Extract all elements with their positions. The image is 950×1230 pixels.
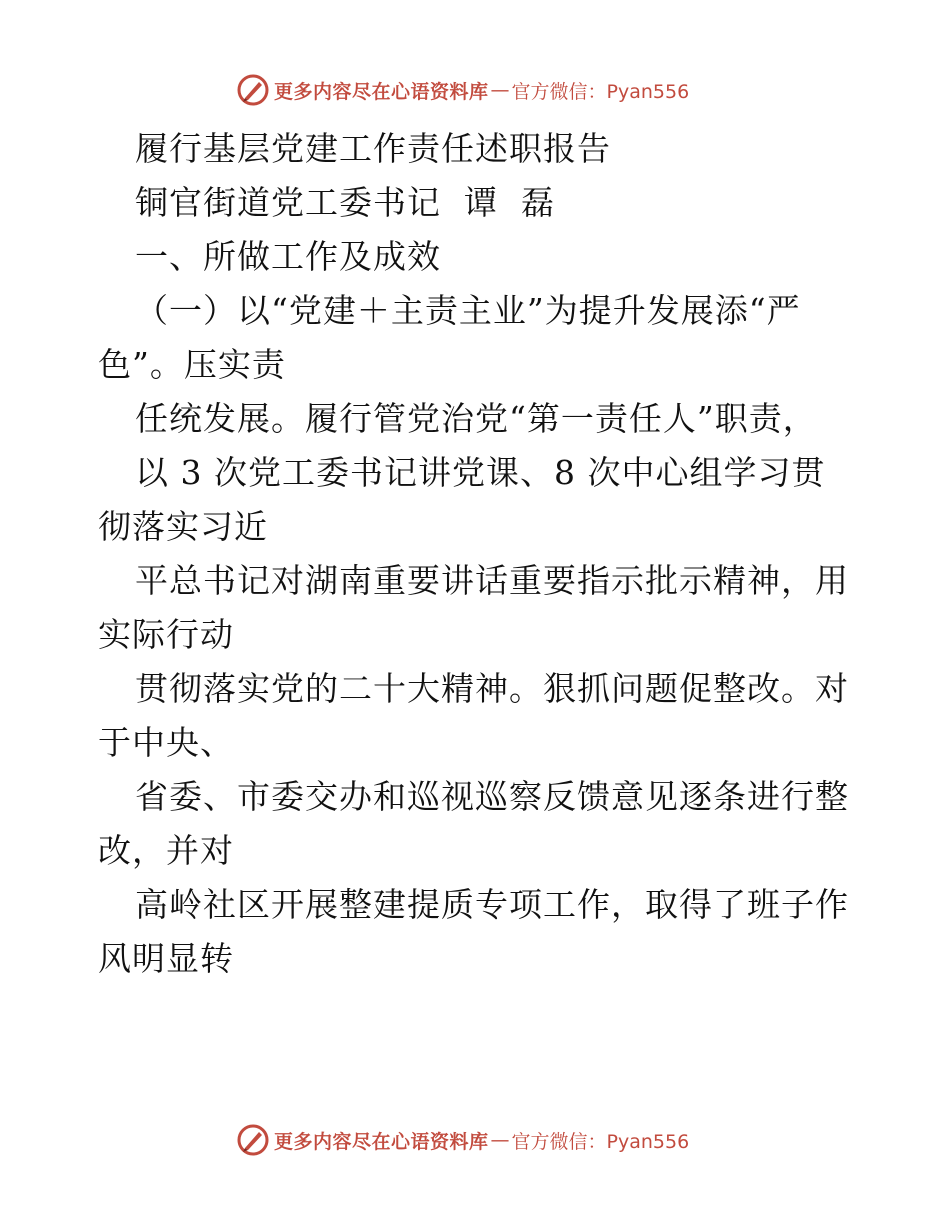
document-title: 履行基层党建工作责任述职报告 <box>135 129 611 168</box>
watermark-banner-bottom <box>236 1122 689 1158</box>
watermark-banner-top <box>236 72 689 108</box>
paragraph-line: 平总书记对湖南重要讲话重要指示批示精神，用 <box>135 561 849 600</box>
paragraph-line: 色”。压实责 <box>98 345 286 384</box>
document-body <box>98 122 858 986</box>
watermark-text: 更多内容尽在心语资料库 <box>274 1130 489 1153</box>
paragraph-line: 高岭社区开展整建提质专项工作，取得了班子作 <box>135 885 849 924</box>
paragraph-line: 改，并对 <box>98 831 234 870</box>
paragraph-line: 于中央、 <box>98 723 234 762</box>
watermark-text: 更多内容尽在心语资料库 <box>274 80 489 103</box>
watermark-separator: — <box>490 79 510 101</box>
paragraph-line: （一）以“党建＋主责主业”为提升发展添“严 <box>135 291 801 330</box>
paragraph-line: 贯彻落实党的二十大精神。狠抓问题促整改。对 <box>135 669 849 708</box>
paragraph-line: 风明显转 <box>98 939 234 978</box>
pen-logo-icon <box>236 1123 270 1157</box>
paragraph-line: 省委、市委交办和巡视巡察反馈意见逐条进行整 <box>135 777 849 816</box>
section-heading: 一、所做工作及成效 <box>135 237 441 276</box>
watermark-separator: — <box>490 1129 510 1151</box>
pen-logo-icon <box>236 73 270 107</box>
watermark-wechat: 官方微信：Pyan556 <box>511 80 690 103</box>
watermark-wechat: 官方微信：Pyan556 <box>511 1130 690 1153</box>
paragraph-line: 彻落实习近 <box>98 507 268 546</box>
paragraph-line: 任统发展。履行管党治党“第一责任人”职责， <box>135 399 817 438</box>
paragraph-line: 以 3 次党工委书记讲党课、8 次中心组学习贯 <box>135 453 826 492</box>
document-author: 铜官街道党工委书记 谭 磊 <box>135 183 555 222</box>
paragraph-line: 实际行动 <box>98 615 234 654</box>
